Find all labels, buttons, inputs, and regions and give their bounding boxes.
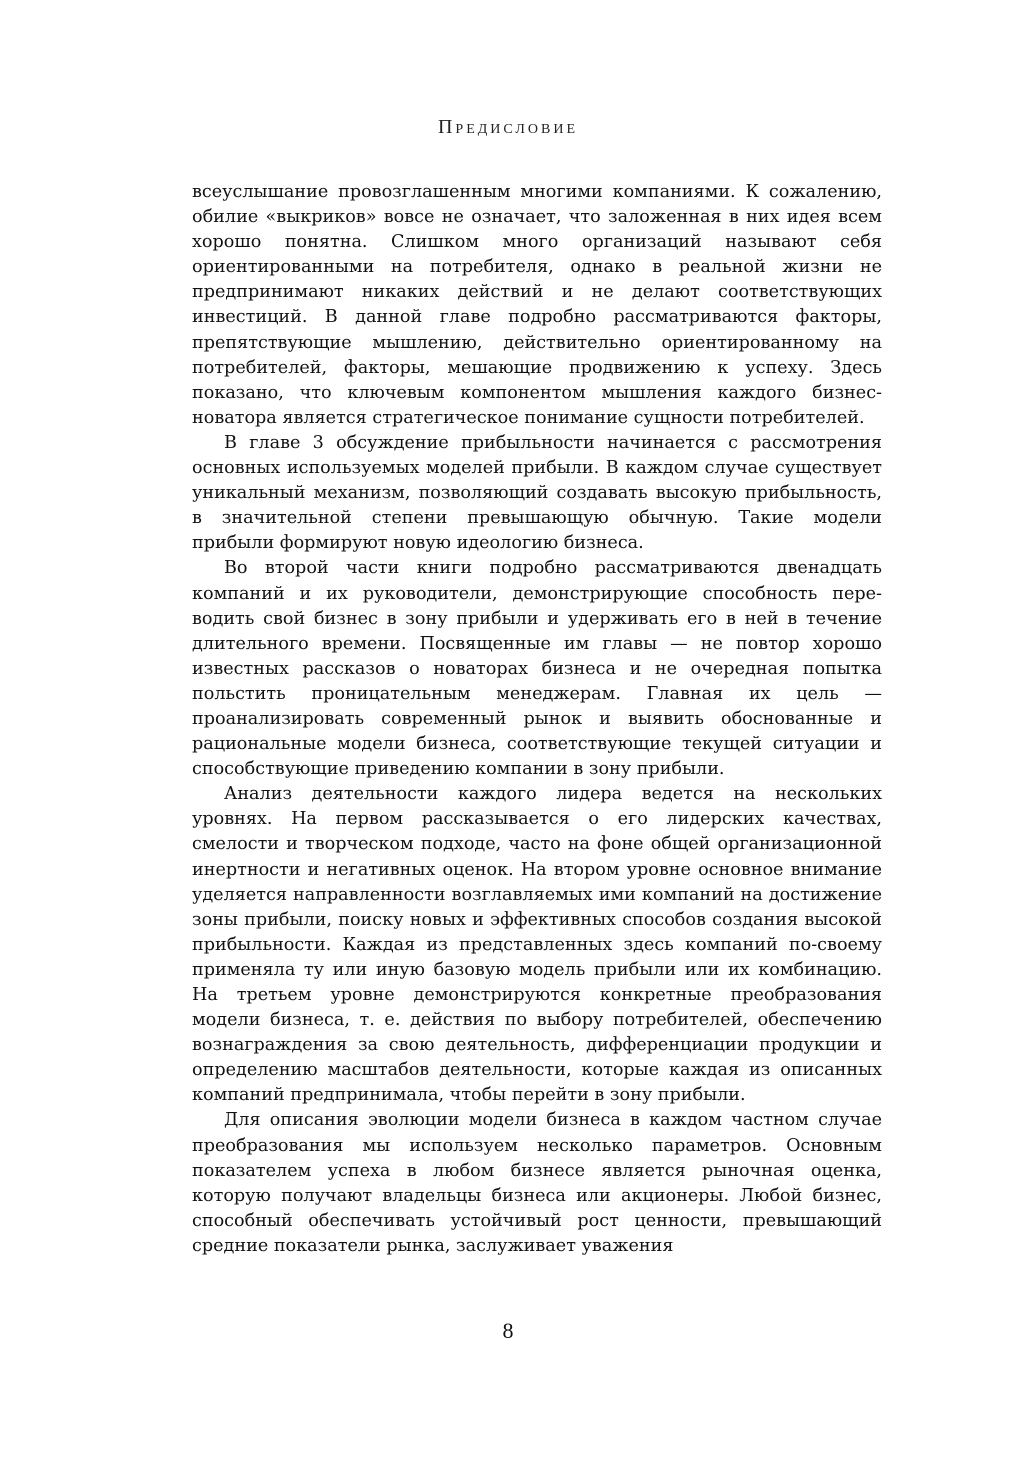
- body-text: [192, 180, 882, 1259]
- paragraph-leader-analysis: Анализ деятельности каждого лидера ведется на нескольких уровнях. На первом рассказывается о его лидерских качествах, смелости и творческом подходе, часто на фоне общей организационной инертности и негативных оценок. На втором уровне основное внимание уделяется направленности возглавляемых ими компаний на достижение зоны прибыли, поиску новых и эффективных способов создания высокой прибыльности. Каждая из представленных здесь компаний по-своему применяла ту или иную базовую модель прибыли или их комбинацию. На третьем уровне демонстрируются конкретные преобразования модели бизнеса, т. е. действия по выбору потребителей, обеспечению вознаграждения за свою деятельность, дифференциации продукции и определению масштабов деятельности, которые каждая из описанных компаний предпринимала, чтобы перейти в зону прибыли.: [192, 784, 882, 1106]
- running-head: Предисловие: [437, 116, 579, 138]
- paragraph-chapter-3: В главе 3 обсуждение прибыльности начинается с рассмотрения основных используемых моделей прибыли. В каждом случае существует уникальный механизм, позволяющий создавать высокую прибыльность, в значительной степени превышающую обычную. Такие модели прибыли формируют новую идеологию бизнеса.: [192, 432, 882, 554]
- paragraph-second-part: Во второй части книги подробно рассматриваются двенадцать компаний и их руководители, демонстрирующие способность переводить свой бизнес в зону прибыли и удерживать его в ней в течение длительного времени. Посвященные им главы — не повтор хорошо известных рассказов о новаторах бизнеса и не очередная попытка польстить проницательным менеджерам. Главная их цель — проанализировать современный рынок и выявить обоснованные и рациональные модели бизнеса, соответствующие текущей ситуации и способствующие приведению компании в зону прибыли.: [192, 558, 882, 780]
- page-number: 8: [502, 1318, 514, 1343]
- paragraph-evolution: Для описания эволюции модели бизнеса в каждом частном случае преобразования мы используем несколько параметров. Основным показателем успеха в любом бизнесе является рыночная оценка, которую получают владельцы бизнеса или акционеры. Любой бизнес, способный обеспечивать устойчивый рост ценности, превышающий средние показатели рынка, заслуживает уважения: [192, 1110, 882, 1256]
- paragraph-continuation: всеуслышание провозглашенным многими компаниями. К сожалению, обилие «выкриков» вовсе не означает, что заложенная в них идея всем хорошо понятна. Слишком много организаций называют себя ориентированными на потребителя, однако в реальной жизни не предпринимают никаких действий и не делают соответствующих инвестиций. В данной главе подробно рассматриваются факторы, препятствующие мышлению, действительно ориентированному на потребителей, факторы, мешающие продвижению к успеху. Здесь показано, что ключевым компонентом мышления каждого бизнес-новатора является стратегическое понимание сущности потребителей.: [192, 182, 882, 428]
